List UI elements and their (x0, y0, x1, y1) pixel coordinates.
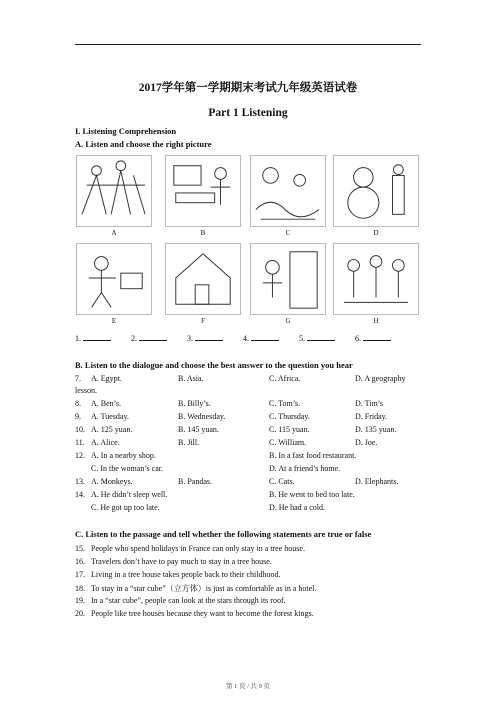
blank-5[interactable] (307, 333, 335, 341)
option-c: C. Thursday. (269, 412, 310, 421)
statement-17: 17. Living in a tree house takes people back to their childhood. (75, 570, 281, 579)
option-c: C. He got up too late. (91, 503, 160, 512)
house-scene-icon (166, 244, 240, 314)
option-b: B. Jill. (178, 438, 200, 447)
blank-1[interactable] (83, 333, 111, 341)
doorway-scene-icon (251, 244, 325, 314)
option-d: D. A geography (355, 374, 406, 383)
garden-scene-icon (251, 156, 325, 226)
question-9: 9. A. Tuesday. (75, 412, 129, 421)
option-c: C. In the woman’s car. (91, 464, 163, 473)
picture-label-a: A (111, 229, 117, 237)
statement-16: 16. Travelers don’t have to pay much to stay in a tree house. (75, 557, 272, 566)
group-scene-icon (334, 244, 418, 314)
picture-a (76, 155, 152, 227)
question-12: 12. A. In a nearby shop. (75, 451, 156, 460)
picture-label-g: G (285, 317, 291, 325)
option-d: D. He had a cold. (269, 503, 325, 512)
picture-label-c: C (285, 229, 291, 237)
option-d: D. 135 yuan. (355, 425, 397, 434)
option-c: C. Africa. (269, 374, 301, 383)
option-b: B. 145 yuan. (178, 425, 219, 434)
question-7: 7. A. Egypt. (75, 374, 122, 383)
question-10: 10. A. 125 yuan. (75, 425, 133, 434)
picture-label-b: B (200, 229, 206, 237)
statement-20: 20. People like tree houses because they want to become the forest kings. (75, 609, 314, 618)
option-b: B. Asia. (178, 374, 204, 383)
option-d: D. Joe. (355, 438, 378, 447)
question-11: 11. A. Alice. (75, 438, 120, 447)
section-c-heading: C. Listen to the passage and tell whether the following statements are true or false (75, 529, 372, 539)
picture-e (76, 243, 152, 315)
picture-d (333, 155, 419, 227)
option-c: C. 115 yuan. (269, 425, 310, 434)
option-c: C. Cats. (269, 477, 295, 486)
option-d: D. Tim’s (355, 399, 384, 408)
section-i-heading: I. Listening Comprehension (75, 126, 177, 136)
answer-blanks: 1. 2. 3. 4. 5. 6. (75, 333, 409, 343)
picture-label-d: D (373, 229, 379, 237)
picture-c (250, 155, 326, 227)
statement-18: 18. To stay in a “star cube”（立方体）is just as comfortable as in a hotel. (75, 584, 317, 593)
picture-h (333, 243, 419, 315)
question-7-continuation: lesson. (75, 386, 97, 395)
question-13: 13. A. Monkeys. (75, 477, 133, 486)
blank-4[interactable] (251, 333, 279, 341)
section-b-heading: B. Listen to the dialogue and choose the best answer to the question you hear (75, 360, 353, 370)
top-rule (75, 44, 421, 45)
picture-g (250, 243, 326, 315)
option-b: B. He went to bed too late. (269, 490, 355, 499)
picture-b (165, 155, 241, 227)
page-footer: 第 1 页 / 共 9 页 (225, 683, 271, 690)
computer-desk-icon (166, 156, 240, 226)
blank-6[interactable] (363, 333, 391, 341)
statement-19: 19. In a “star cube”, people can look at the stars through its roof. (75, 596, 286, 605)
snowman-icon (334, 156, 418, 226)
people-scene-icon (77, 156, 151, 226)
option-b: B. Billy’s. (178, 399, 211, 408)
picture-label-f: F (201, 317, 205, 325)
option-d: D. Friday. (355, 412, 388, 421)
section-a-heading: A. Listen and choose the right picture (75, 139, 212, 149)
reading-scene-icon (77, 244, 151, 314)
option-c: C. Tom’s. (269, 399, 301, 408)
option-c: C. William. (269, 438, 307, 447)
picture-label-e: E (111, 317, 117, 325)
statement-15: 15. People who spend holidays in France can only stay in a tree house. (75, 544, 305, 553)
option-d: D. At a friend’s home. (269, 464, 341, 473)
blank-2[interactable] (139, 333, 167, 341)
part-heading: Part 1 Listening (208, 107, 288, 119)
option-d: D. Elephants. (355, 477, 399, 486)
question-14: 14. A. He didn’t sleep well. (75, 490, 168, 499)
option-b: B. Wednesday. (178, 412, 226, 421)
question-8: 8. A. Ben’s. (75, 399, 121, 408)
picture-label-h: H (373, 317, 379, 325)
picture-f (165, 243, 241, 315)
option-b: B. In a fast food restaurant. (269, 451, 357, 460)
option-b: B. Pandas. (178, 477, 212, 486)
blank-3[interactable] (195, 333, 223, 341)
page-title: 2017学年第一学期期末考试九年级英语试卷 (138, 82, 358, 94)
